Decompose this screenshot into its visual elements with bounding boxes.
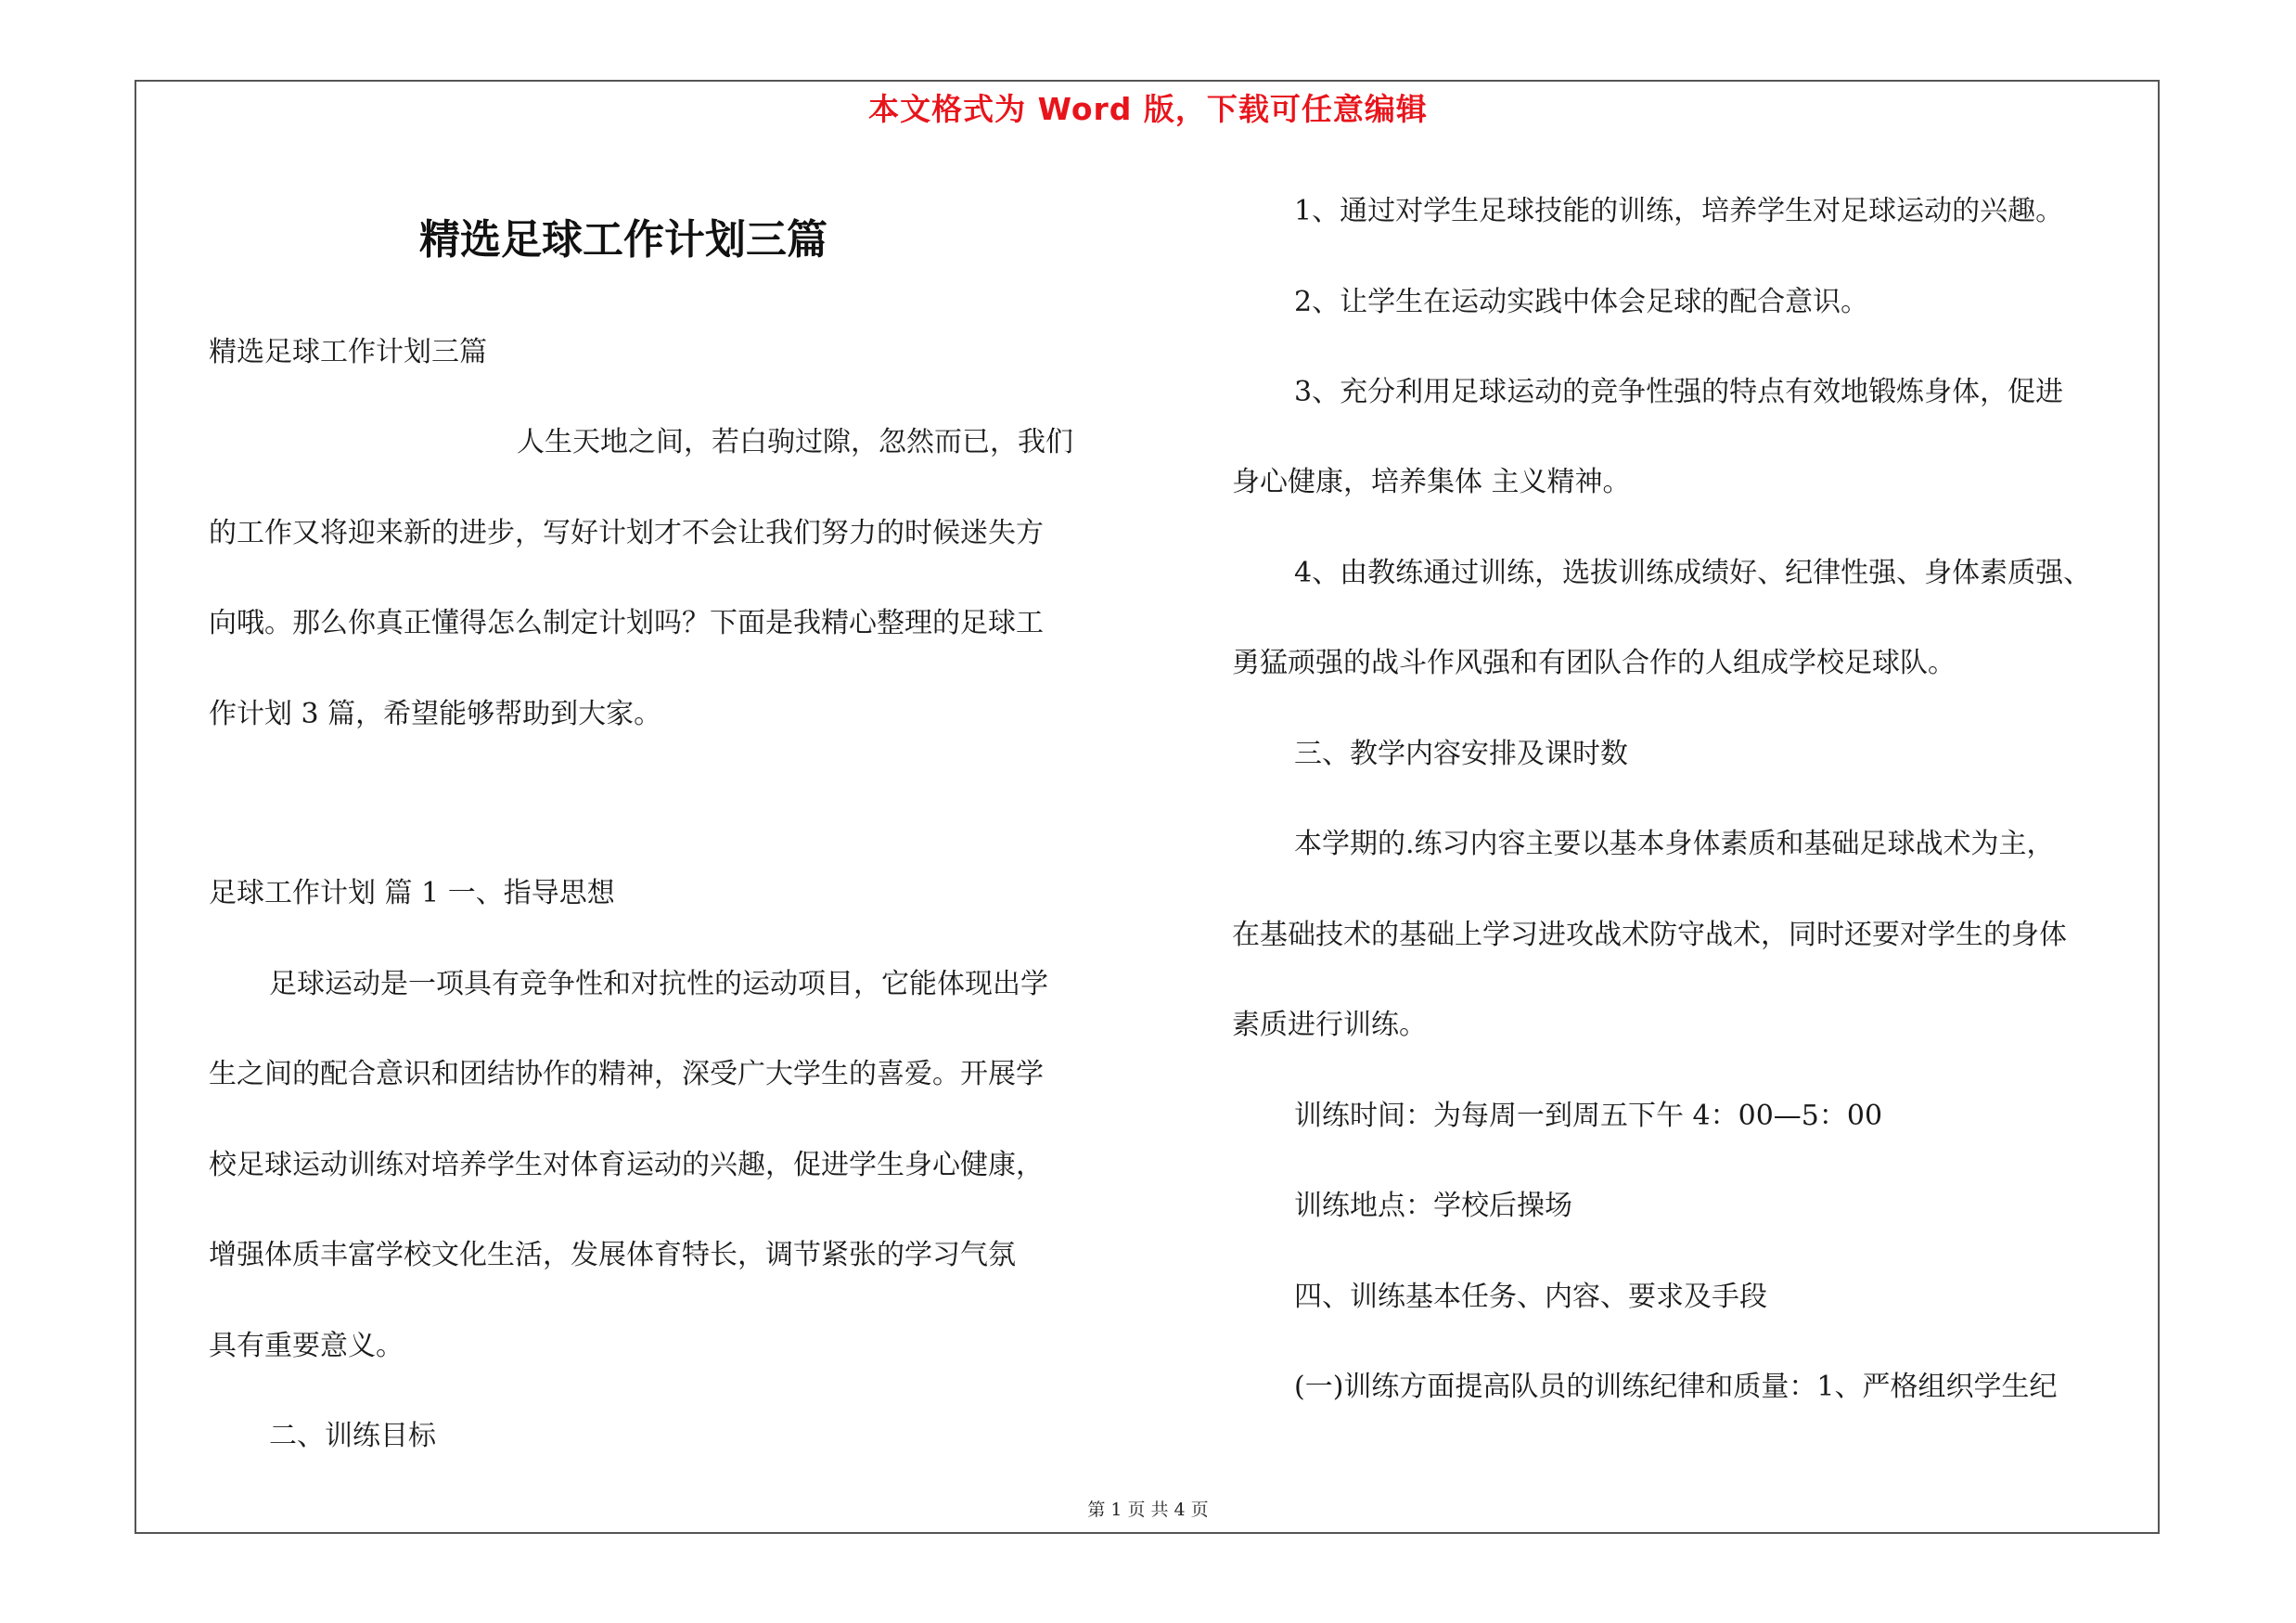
page-number-footer: 第 1 页 共 4 页 <box>1087 1500 1209 1520</box>
right-line-5: 勇猛顽强的战斗作风强和有团队合作的人组成学校足球队。 <box>1232 647 1956 679</box>
right-line-12: 四、训练基本任务、内容、要求及手段 <box>1294 1281 1767 1313</box>
right-line-11: 训练地点：学校后操场 <box>1294 1190 1572 1222</box>
right-line-1: 2、让学生在运动实践中体会足球的配合意识。 <box>1294 286 1869 318</box>
left-line-11: 二、训练目标 <box>269 1420 436 1452</box>
left-line-0: 精选足球工作计划三篇 <box>209 336 487 368</box>
left-line-10: 具有重要意义。 <box>209 1330 404 1362</box>
right-line-4: 4、由教练通过训练，选拔训练成绩好、纪律性强、身体素质强、 <box>1294 557 2092 589</box>
left-line-2: 的工作又将迎来新的进步，写好计划才不会让我们努力的时候迷失方 <box>209 517 1044 549</box>
right-line-10: 训练时间：为每周一到周五下午 4：00—5：00 <box>1294 1100 1883 1132</box>
right-line-8: 在基础技术的基础上学习进攻战术防守战术，同时还要对学生的身体 <box>1232 919 2067 951</box>
left-line-6: 足球运动是一项具有竞争性和对抗性的运动项目，它能体现出学 <box>269 968 1048 1000</box>
left-line-8: 校足球运动训练对培养学生对体育运动的兴趣，促进学生身心健康， <box>209 1149 1044 1181</box>
right-line-3: 身心健康，培养集体 主义精神。 <box>1232 466 1631 498</box>
left-line-7: 生之间的配合意识和团结协作的精神，深受广大学生的喜爱。开展学 <box>209 1058 1044 1090</box>
right-line-7: 本学期的.练习内容主要以基本身体素质和基础足球战术为主， <box>1294 828 2055 860</box>
document-title: 精选足球工作计划三篇 <box>419 216 827 264</box>
left-line-3: 向哦。那么你真正懂得怎么制定计划吗？下面是我精心整理的足球工 <box>209 607 1044 639</box>
left-line-1: 人生天地之间，若白驹过隙，忽然而已，我们 <box>517 426 1073 458</box>
left-line-4: 作计划 3 篇，希望能够帮助到大家。 <box>209 698 662 730</box>
left-line-9: 增强体质丰富学校文化生活，发展体育特长，调节紧张的学习气氛 <box>209 1239 1016 1271</box>
right-line-13: (一)训练方面提高队员的训练纪律和质量：1、严格组织学生纪 <box>1294 1371 2058 1403</box>
right-line-6: 三、教学内容安排及课时数 <box>1294 738 1628 770</box>
right-line-0: 1、通过对学生足球技能的训练，培养学生对足球运动的兴趣。 <box>1294 195 2064 227</box>
right-line-2: 3、充分利用足球运动的竞争性强的特点有效地锻炼身体，促进 <box>1294 376 2064 408</box>
word-format-banner: 本文格式为 Word 版，下载可任意编辑 <box>868 91 1428 127</box>
left-line-5: 足球工作计划 篇 1 一、指导思想 <box>209 877 615 909</box>
right-line-9: 素质进行训练。 <box>1232 1009 1427 1041</box>
